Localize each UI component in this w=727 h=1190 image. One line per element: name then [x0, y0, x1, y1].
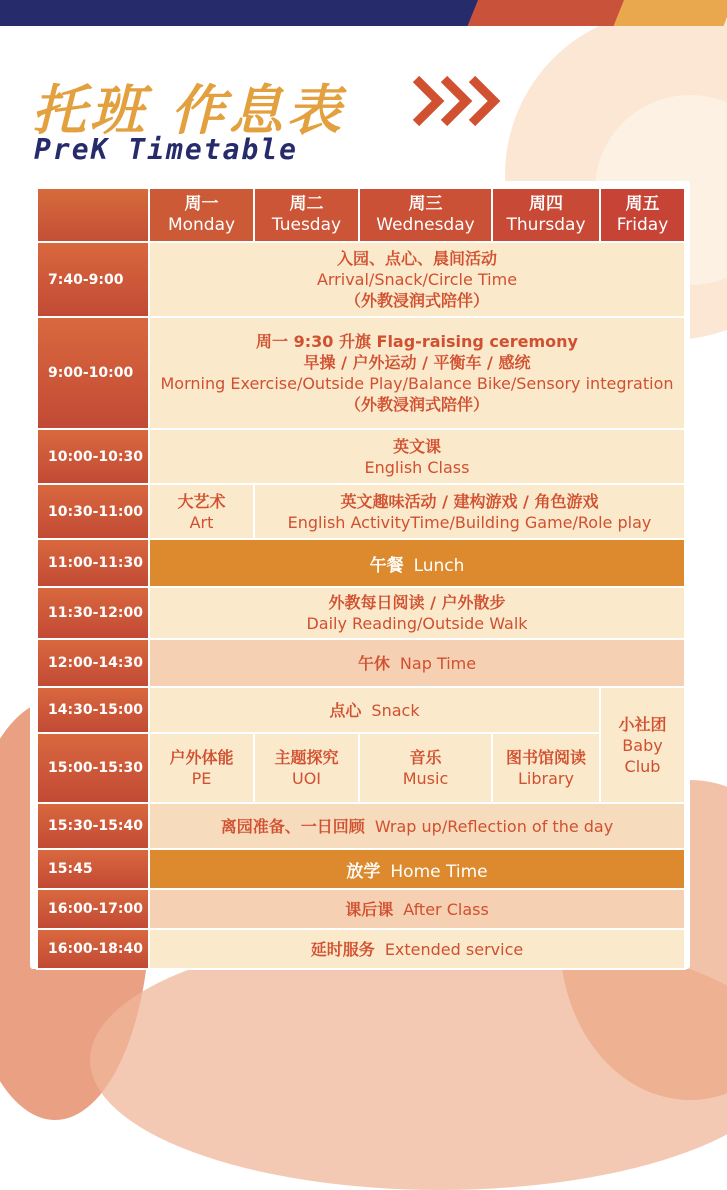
- day-header-monday: 周一 Monday: [149, 188, 254, 242]
- table-row: [37, 803, 685, 849]
- table-row: [37, 687, 685, 733]
- header-stripe-navy: [0, 0, 490, 26]
- day-header-friday: 周五 Friday: [600, 188, 685, 242]
- time-cell: 11:00-11:30: [37, 539, 149, 587]
- activity-cell-snack: 点心 Snack: [149, 687, 600, 733]
- time-cell: 15:30-15:40: [37, 803, 149, 849]
- activity-cell-nap: 午休 Nap Time: [149, 639, 685, 687]
- time-cell: 16:00-18:40: [37, 929, 149, 969]
- time-cell: 7:40-9:00: [37, 242, 149, 317]
- activity-cell-english-activity: 英文趣味活动 / 建构游戏 / 角色游戏 English ActivityTime/Building Game/Role play: [254, 484, 685, 539]
- time-cell: 11:30-12:00: [37, 587, 149, 639]
- table-row: [37, 849, 685, 889]
- header-corner: [37, 188, 149, 242]
- activity-cell-extended-service: 延时服务 Extended service: [149, 929, 685, 969]
- activity-cell-lunch: 午餐 Lunch: [149, 539, 685, 587]
- activity-cell-music: 音乐 Music: [359, 733, 492, 803]
- table-row: [37, 242, 685, 317]
- table-row: [37, 429, 685, 484]
- time-cell: 12:00-14:30: [37, 639, 149, 687]
- activity-cell-pe: 户外体能 PE: [149, 733, 254, 803]
- timetable: [36, 187, 686, 970]
- time-cell: 15:45: [37, 849, 149, 889]
- table-row: [37, 317, 685, 429]
- activity-cell-reading: 外教每日阅读 / 户外散步 Daily Reading/Outside Walk: [149, 587, 685, 639]
- activity-cell-wrap-up: 离园准备、一日回顾 Wrap up/Reflection of the day: [149, 803, 685, 849]
- activity-cell-morning: 周一 9:30 升旗 Flag-raising ceremony 早操 / 户外运动 / 平衡车 / 感统 Morning Exercise/Outside Play/Balance Bike/Sensory integration （外教浸润式陪伴）: [149, 317, 685, 429]
- time-cell: 15:00-15:30: [37, 733, 149, 803]
- day-header-thursday: 周四 Thursday: [492, 188, 600, 242]
- day-header-tuesday: 周二 Tuesday: [254, 188, 359, 242]
- triple-chevron-icon: [412, 73, 508, 129]
- table-header-row: [37, 188, 685, 242]
- time-cell: 16:00-17:00: [37, 889, 149, 929]
- header-stripe-red: [467, 0, 638, 26]
- activity-cell-baby-club: 小社团 Baby Club: [600, 687, 685, 803]
- time-cell: 10:00-10:30: [37, 429, 149, 484]
- table-row: [37, 733, 685, 803]
- table-row: [37, 889, 685, 929]
- time-cell: 9:00-10:00: [37, 317, 149, 429]
- activity-cell-uoi: 主题探究 UOI: [254, 733, 359, 803]
- day-header-wednesday: 周三 Wednesday: [359, 188, 492, 242]
- activity-cell-arrival: 入园、点心、晨间活动 Arrival/Snack/Circle Time （外教浸润式陪伴）: [149, 242, 685, 317]
- activity-cell-after-class: 课后课 After Class: [149, 889, 685, 929]
- time-cell: 14:30-15:00: [37, 687, 149, 733]
- time-cell: 10:30-11:00: [37, 484, 149, 539]
- title-chinese: 托班 作息表: [32, 79, 345, 142]
- activity-cell-library: 图书馆阅读 Library: [492, 733, 600, 803]
- header-stripe-gold: [613, 0, 727, 26]
- title-english: PreK Timetable: [34, 133, 299, 166]
- activity-cell-english: 英文课 English Class: [149, 429, 685, 484]
- table-row: [37, 587, 685, 639]
- table-row: [37, 539, 685, 587]
- table-row: [37, 639, 685, 687]
- activity-cell-home-time: 放学 Home Time: [149, 849, 685, 889]
- table-row: [37, 484, 685, 539]
- table-row: [37, 929, 685, 969]
- activity-cell-art: 大艺术 Art: [149, 484, 254, 539]
